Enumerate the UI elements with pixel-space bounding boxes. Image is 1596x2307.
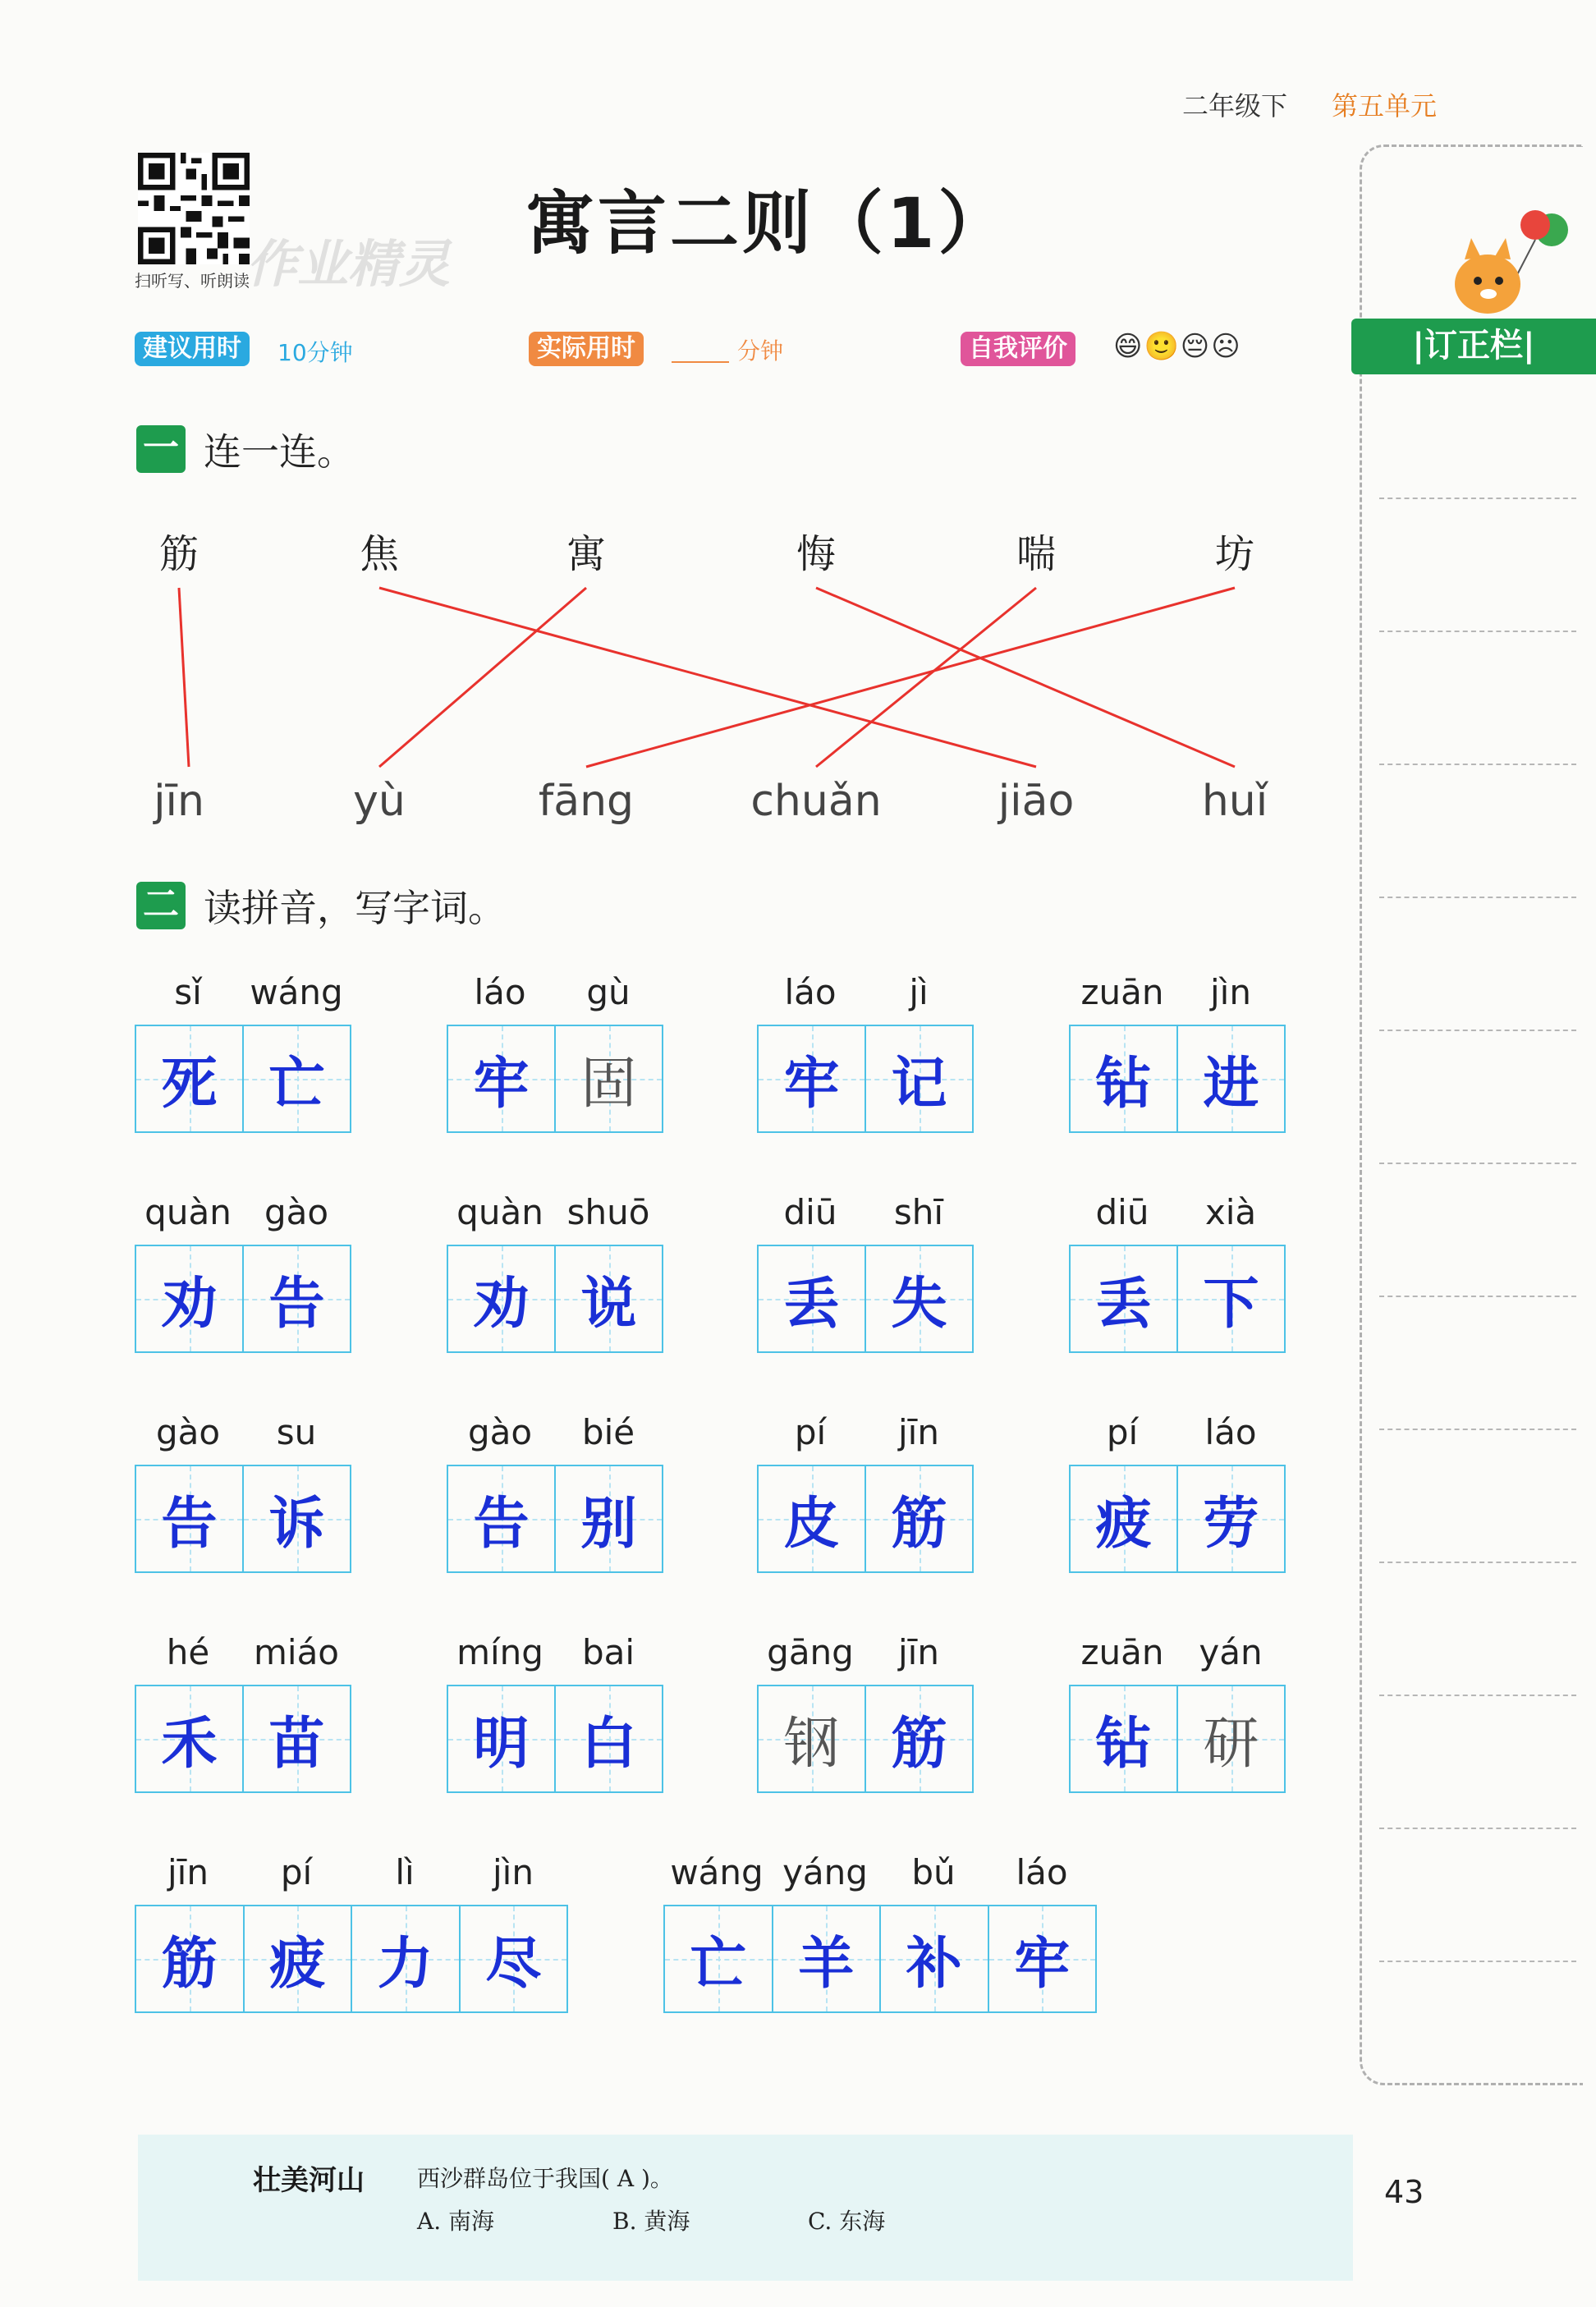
writing-cell[interactable] xyxy=(244,1246,350,1351)
writing-cell[interactable] xyxy=(448,1466,556,1571)
written-char: 劳 xyxy=(1203,1490,1259,1557)
pinyin-label: xià xyxy=(1204,1192,1257,1232)
correction-column-title: |订正栏| xyxy=(1351,319,1596,374)
written-char: 进 xyxy=(1203,1050,1259,1117)
qr-caption: 扫听写、听朗读 xyxy=(135,271,250,291)
answer-line xyxy=(179,588,189,767)
pinyin-label: jì xyxy=(909,972,929,1012)
written-char: 筋 xyxy=(891,1710,947,1777)
idiom-writing-box[interactable] xyxy=(663,1905,1097,2013)
written-char: 告 xyxy=(473,1490,530,1557)
writing-box[interactable] xyxy=(135,1685,351,1793)
correction-line[interactable] xyxy=(1379,764,1576,765)
suggest-time-badge: 建议用时 xyxy=(135,332,250,366)
writing-cell[interactable] xyxy=(556,1686,662,1791)
match-char: 焦 xyxy=(360,531,400,577)
written-char: 明 xyxy=(473,1710,530,1777)
pinyin-label: zuān xyxy=(1080,1632,1164,1672)
writing-cell[interactable] xyxy=(1178,1026,1284,1131)
writing-cell[interactable] xyxy=(1071,1026,1178,1131)
footer-option-c: C. 东海 xyxy=(808,2208,886,2235)
section-1-number: 一 xyxy=(136,425,186,473)
pinyin-label: zuān xyxy=(1080,972,1164,1012)
pinyin-label: bié xyxy=(581,1412,635,1452)
writing-cell[interactable] xyxy=(1178,1246,1284,1351)
writing-cell[interactable] xyxy=(136,1906,245,2011)
writing-cell[interactable] xyxy=(866,1466,972,1571)
self-eval-badge: 自我评价 xyxy=(961,332,1075,366)
written-char: 尽 xyxy=(485,1930,542,1997)
answer-line xyxy=(379,588,1036,767)
footer-question: 西沙群岛位于我国( A )。 xyxy=(417,2165,673,2192)
written-char: 皮 xyxy=(783,1490,840,1557)
writing-cell[interactable] xyxy=(136,1026,244,1131)
pinyin-label: pí xyxy=(280,1852,313,1892)
written-char: 研 xyxy=(1203,1711,1259,1777)
written-char: 死 xyxy=(161,1050,218,1117)
match-char: 筋 xyxy=(159,531,200,577)
writing-cell[interactable] xyxy=(866,1686,972,1791)
pinyin-label: gù xyxy=(586,972,631,1012)
writing-cell[interactable] xyxy=(989,1906,1096,2011)
writing-cell[interactable] xyxy=(1178,1466,1284,1571)
pinyin-label: bai xyxy=(581,1632,635,1672)
written-char: 疲 xyxy=(269,1930,326,1997)
answer-line xyxy=(586,588,1235,767)
pinyin-label: gào xyxy=(264,1192,329,1232)
written-char: 劝 xyxy=(473,1270,530,1337)
squirrel-balloon-icon xyxy=(1429,205,1576,320)
pinyin-label: pí xyxy=(1106,1412,1139,1452)
writing-cell[interactable] xyxy=(881,1906,989,2011)
writing-box[interactable] xyxy=(447,1025,663,1133)
match-char: 坊 xyxy=(1215,531,1255,577)
correction-line[interactable] xyxy=(1379,631,1576,632)
pinyin-label: sǐ xyxy=(174,972,202,1012)
written-char: 白 xyxy=(580,1710,637,1777)
match-pinyin: fāng xyxy=(538,777,635,826)
writing-box[interactable] xyxy=(757,1685,974,1793)
writing-box[interactable] xyxy=(1069,1025,1286,1133)
pinyin-label: su xyxy=(276,1412,317,1452)
footer-band xyxy=(138,2135,1353,2281)
writing-box[interactable] xyxy=(447,1465,663,1573)
pinyin-label: shuō xyxy=(566,1192,650,1232)
written-char: 亡 xyxy=(690,1930,746,1997)
unit-label: 第五单元 xyxy=(1332,90,1438,122)
pinyin-label: wáng xyxy=(670,1852,764,1892)
writing-cell[interactable] xyxy=(136,1246,244,1351)
written-char: 记 xyxy=(891,1050,947,1117)
written-char: 牢 xyxy=(473,1050,530,1117)
writing-cell[interactable] xyxy=(461,1906,567,2011)
pinyin-label: láo xyxy=(1204,1412,1257,1452)
pinyin-label: jìn xyxy=(493,1852,534,1892)
writing-cell[interactable] xyxy=(136,1686,244,1791)
writing-cell[interactable] xyxy=(244,1026,350,1131)
pinyin-label: jīn xyxy=(898,1412,939,1452)
correction-line[interactable] xyxy=(1379,1429,1576,1430)
written-char: 疲 xyxy=(1095,1490,1152,1557)
pinyin-label: míng xyxy=(456,1632,543,1672)
written-char: 苗 xyxy=(268,1710,325,1777)
writing-cell[interactable] xyxy=(665,1906,773,2011)
section-1-title: 连一连。 xyxy=(204,429,355,474)
writing-cell[interactable] xyxy=(245,1906,353,2011)
pinyin-label: láo xyxy=(1016,1852,1068,1892)
writing-box[interactable] xyxy=(135,1245,351,1353)
pinyin-label: diū xyxy=(1095,1192,1149,1232)
written-char: 钻 xyxy=(1095,1050,1152,1117)
written-char: 别 xyxy=(580,1490,637,1557)
writing-cell[interactable] xyxy=(352,1906,461,2011)
correction-column xyxy=(1360,144,1583,2085)
writing-cell[interactable] xyxy=(759,1466,866,1571)
written-char: 丢 xyxy=(1095,1270,1152,1337)
written-char: 筋 xyxy=(891,1490,947,1557)
pinyin-label: quàn xyxy=(456,1192,543,1232)
match-pinyin: jīn xyxy=(154,777,204,826)
writing-cell[interactable] xyxy=(1178,1686,1284,1791)
match-char: 悔 xyxy=(796,531,837,577)
writing-cell[interactable] xyxy=(136,1466,244,1571)
match-pinyin: jiāo xyxy=(998,777,1075,826)
writing-box[interactable] xyxy=(1069,1245,1286,1353)
writing-cell[interactable] xyxy=(866,1246,972,1351)
suggest-time-value: 10分钟 xyxy=(277,339,353,366)
writing-cell[interactable] xyxy=(1071,1686,1178,1791)
correction-line[interactable] xyxy=(1379,1296,1576,1297)
pinyin-label: jìn xyxy=(1210,972,1251,1012)
correction-line[interactable] xyxy=(1379,1163,1576,1164)
written-char: 下 xyxy=(1203,1270,1259,1337)
section-2-title: 读拼音，写字词。 xyxy=(204,886,506,930)
written-char: 告 xyxy=(161,1490,218,1557)
writing-cell[interactable] xyxy=(448,1026,556,1131)
writing-box[interactable] xyxy=(135,1465,351,1573)
writing-cell[interactable] xyxy=(448,1246,556,1351)
written-char: 钻 xyxy=(1095,1710,1152,1777)
writing-box[interactable] xyxy=(447,1685,663,1793)
writing-cell[interactable] xyxy=(448,1686,556,1791)
correction-line[interactable] xyxy=(1379,897,1576,898)
writing-box[interactable] xyxy=(1069,1465,1286,1573)
writing-cell[interactable] xyxy=(556,1026,662,1131)
match-pinyin: yù xyxy=(353,777,406,826)
pinyin-label: shī xyxy=(893,1192,944,1232)
idiom-writing-box[interactable] xyxy=(135,1905,568,2013)
footer-label: 壮美河山 xyxy=(253,2164,365,2197)
writing-cell[interactable] xyxy=(244,1686,350,1791)
footer-option-b: B. 黄海 xyxy=(612,2208,690,2235)
grade-label: 二年级下 xyxy=(1182,90,1288,122)
writing-cell[interactable] xyxy=(866,1026,972,1131)
pinyin-label: miáo xyxy=(253,1632,339,1672)
correction-line[interactable] xyxy=(1379,1695,1576,1696)
writing-cell[interactable] xyxy=(759,1026,866,1131)
written-char: 筋 xyxy=(161,1930,218,1997)
answer-line xyxy=(379,588,586,767)
answer-line xyxy=(816,588,1036,767)
written-char: 补 xyxy=(906,1930,962,1997)
match-pinyin: huǐ xyxy=(1201,777,1268,826)
self-eval-faces-icon[interactable]: 😄🙂😔☹ xyxy=(1113,330,1242,363)
writing-box[interactable] xyxy=(757,1465,974,1573)
written-char: 禾 xyxy=(161,1710,218,1777)
match-char: 寓 xyxy=(566,531,607,577)
writing-box[interactable] xyxy=(757,1025,974,1133)
pinyin-label: quàn xyxy=(144,1192,232,1232)
written-char: 钢 xyxy=(783,1711,840,1777)
written-char: 亡 xyxy=(268,1050,325,1117)
footer-option-a: A. 南海 xyxy=(417,2208,495,2235)
pinyin-label: yán xyxy=(1199,1632,1263,1672)
written-char: 失 xyxy=(891,1270,947,1337)
pinyin-label: jīn xyxy=(898,1632,939,1672)
writing-box[interactable] xyxy=(447,1245,663,1353)
written-char: 劝 xyxy=(161,1270,218,1337)
writing-cell[interactable] xyxy=(1071,1246,1178,1351)
writing-cell[interactable] xyxy=(556,1466,662,1571)
actual-time-badge: 实际用时 xyxy=(529,332,644,366)
writing-cell[interactable] xyxy=(1071,1466,1178,1571)
page-title: 寓言二则（1） xyxy=(525,183,1011,264)
written-char: 丢 xyxy=(783,1270,840,1337)
written-char: 固 xyxy=(580,1051,637,1117)
writing-cell[interactable] xyxy=(244,1466,350,1571)
actual-time-unit: 分钟 xyxy=(737,337,784,365)
writing-cell[interactable] xyxy=(773,1906,882,2011)
writing-cell[interactable] xyxy=(759,1246,866,1351)
watermark: 作业精灵 xyxy=(246,234,451,294)
pinyin-label: bǔ xyxy=(911,1852,956,1892)
answer-line xyxy=(816,588,1235,767)
pinyin-label: lì xyxy=(395,1852,415,1892)
pinyin-label: yáng xyxy=(782,1852,868,1892)
pinyin-label: pí xyxy=(794,1412,827,1452)
writing-box[interactable] xyxy=(135,1025,351,1133)
writing-cell[interactable] xyxy=(759,1686,866,1791)
written-char: 牢 xyxy=(783,1050,840,1117)
written-char: 告 xyxy=(268,1270,325,1337)
pinyin-label: hé xyxy=(166,1632,210,1672)
written-char: 说 xyxy=(580,1270,637,1337)
writing-cell[interactable] xyxy=(556,1246,662,1351)
correction-line[interactable] xyxy=(1379,1030,1576,1031)
pinyin-label: gào xyxy=(155,1412,221,1452)
pinyin-label: láo xyxy=(474,972,526,1012)
written-char: 诉 xyxy=(268,1490,325,1557)
written-char: 力 xyxy=(377,1930,433,1997)
pinyin-label: diū xyxy=(783,1192,837,1232)
written-char: 羊 xyxy=(798,1930,855,1997)
correction-line[interactable] xyxy=(1379,1562,1576,1563)
correction-line[interactable] xyxy=(1379,498,1576,499)
writing-box[interactable] xyxy=(1069,1685,1286,1793)
page-number: 43 xyxy=(1384,2174,1424,2210)
section-2-number: 二 xyxy=(136,882,186,929)
written-char: 牢 xyxy=(1014,1930,1071,1997)
matching-lines xyxy=(0,0,1596,903)
pinyin-label: gāng xyxy=(767,1632,854,1672)
pinyin-label: láo xyxy=(784,972,837,1012)
writing-box[interactable] xyxy=(757,1245,974,1353)
pinyin-label: wáng xyxy=(250,972,343,1012)
pinyin-label: jīn xyxy=(167,1852,209,1892)
match-char: 喘 xyxy=(1016,531,1057,577)
pinyin-label: gào xyxy=(467,1412,533,1452)
correction-line[interactable] xyxy=(1379,1828,1576,1829)
match-pinyin: chuǎn xyxy=(750,777,882,826)
correction-line[interactable] xyxy=(1379,1961,1576,1962)
